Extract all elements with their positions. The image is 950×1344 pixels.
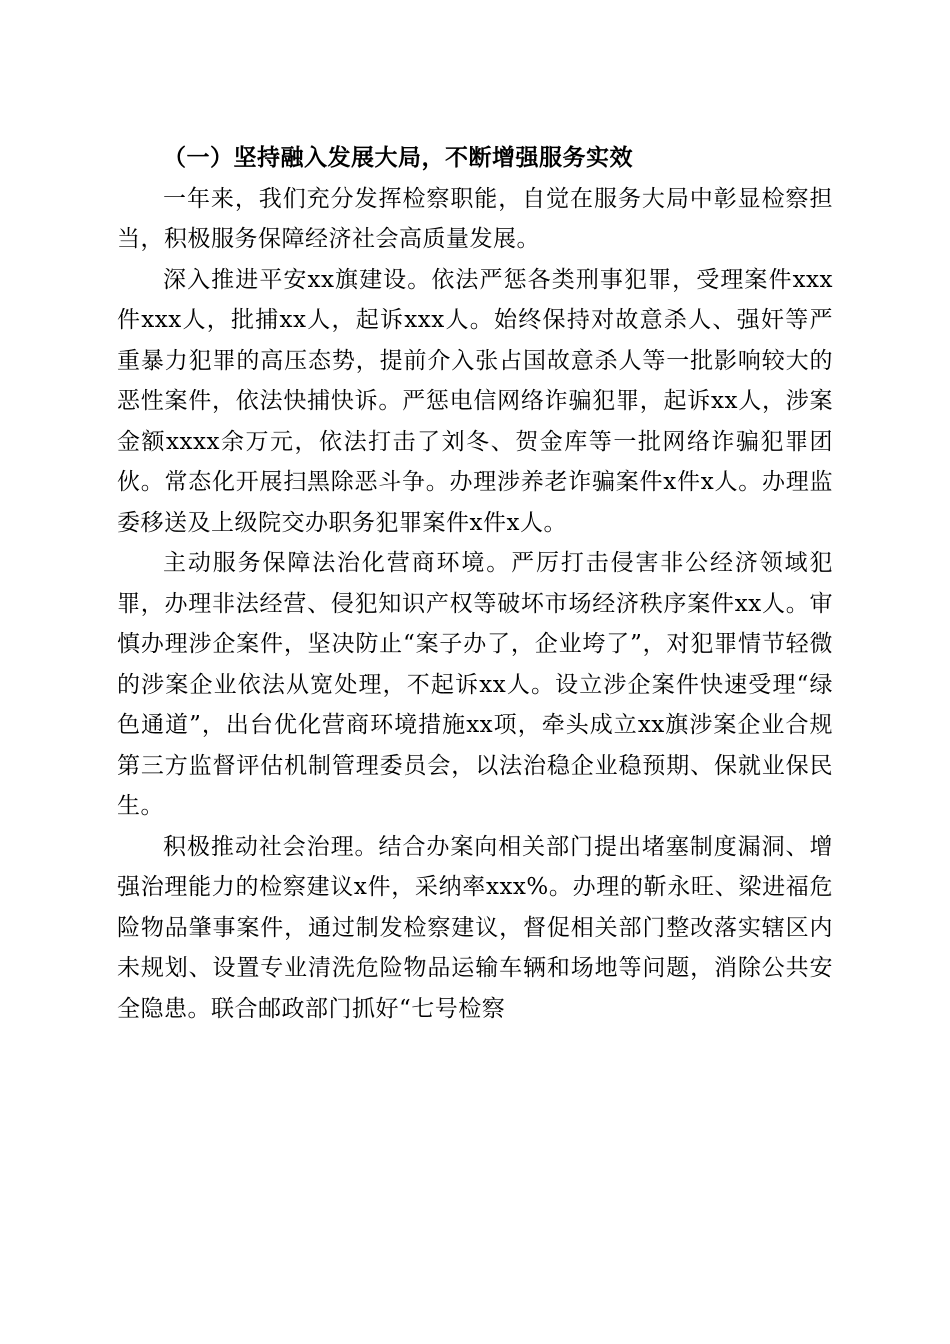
section-heading: （一）坚持融入发展大局，不断增强服务实效 [163, 145, 633, 171]
paragraph-business-environment: 主动服务保障法治化营商环境。严厉打击侵害非公经济领域犯罪，办理非法经营、侵犯知识产权等破坏市场经济秩序案件xx人。审慎办理涉企案件，坚决防止“案子办了，企业垮了”，对犯罪情节轻微的涉案企业依法从宽处理，不起诉xx人。设立涉企案件快速受理“绿色通道”，出台优化营商环境措施xx项，牵头成立xx旗涉案企业合规第三方监督评估机制管理委员会，以法治稳企业稳预期、保就业保民生。 [117, 550, 833, 819]
paragraph-safety-construction: 深入推进平安xx旗建设。依法严惩各类刑事犯罪，受理案件xxx件xxx人，批捕xx人，起诉xxx人。始终保持对故意杀人、强奸等严重暴力犯罪的高压态势，提前介入张占国故意杀人等一批影响较大的恶性案件，依法快捕快诉。严惩电信网络诈骗犯罪，起诉xx人，涉案金额xxxx余万元，依法打击了刘冬、贺金库等一批网络诈骗犯罪团伙。常态化开展扫黑除恶斗争。办理涉养老诈骗案件x件x人。办理监委移送及上级院交办职务犯罪案件x件x人。 [117, 266, 833, 536]
document-body [117, 138, 833, 1029]
paragraph-intro: 一年来，我们充分发挥检察职能，自觉在服务大局中彰显检察担当，积极服务保障经济社会高质量发展。 [117, 185, 833, 252]
paragraph-social-governance: 积极推动社会治理。结合办案向相关部门提出堵塞制度漏洞、增强治理能力的检察建议x件，采纳率xxx%。办理的靳永旺、梁进福危险物品肇事案件，通过制发检察建议，督促相关部门整改落实辖区内未规划、设置专业清洗危险物品运输车辆和场地等问题，消除公共安全隐患。联合邮政部门抓好“七号检察 [117, 833, 833, 1022]
